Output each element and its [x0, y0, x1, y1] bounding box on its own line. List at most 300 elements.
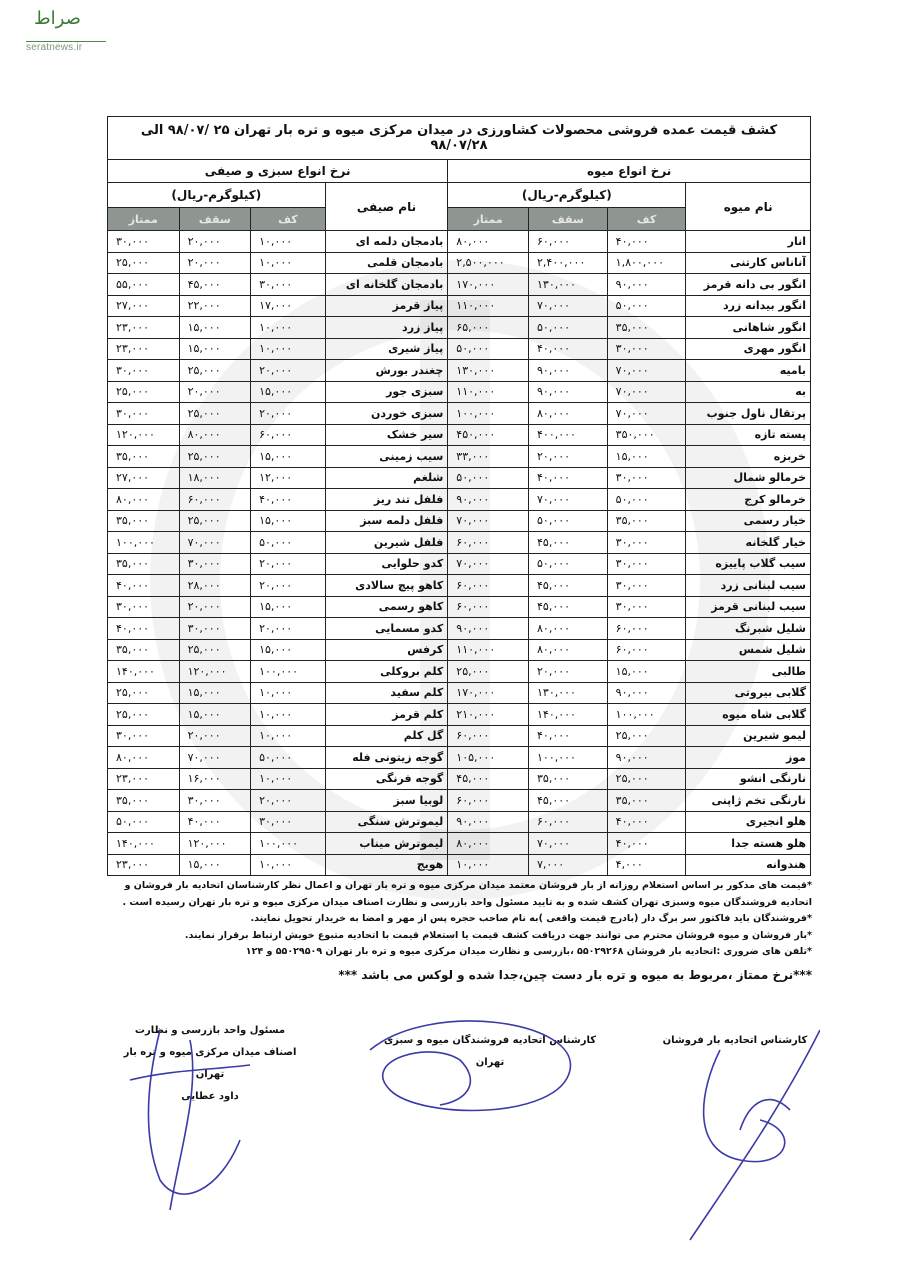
veg-min-price-cell: ۱۰,۰۰۰ — [251, 725, 326, 747]
logo-site-name: seratnews.ir — [26, 42, 83, 53]
table-row — [108, 768, 811, 790]
document-title: کشف قیمت عمده فروشی محصولات کشاورزی در میدان مرکزی میوه و تره بار تهران ۲۵ /۹۸/۰۷ الی ۹۸/۰۷/۲۸ — [108, 117, 811, 160]
fruit-name-cell: انگور بیدانه زرد — [686, 295, 811, 317]
veg-premium-price-cell: ۴۰,۰۰۰ — [108, 575, 180, 597]
table-row — [108, 596, 811, 618]
price-table-body — [108, 231, 811, 876]
fruit-premium-price-cell: ۱۱۰,۰۰۰ — [448, 295, 529, 317]
fruit-max-price-cell: ۵۰,۰۰۰ — [529, 553, 608, 575]
veg-min-price-cell: ۴۰,۰۰۰ — [251, 489, 326, 511]
fruit-name-column-header: نام میوه — [686, 183, 811, 231]
veg-premium-price-cell: ۲۳,۰۰۰ — [108, 338, 180, 360]
table-row — [108, 510, 811, 532]
fruit-max-price-cell: ۸۰,۰۰۰ — [529, 639, 608, 661]
veg-premium-price-cell: ۳۵,۰۰۰ — [108, 790, 180, 812]
fruit-premium-price-cell: ۲۱۰,۰۰۰ — [448, 704, 529, 726]
veg-max-price-cell: ۲۰,۰۰۰ — [179, 231, 251, 253]
veg-max-price-cell: ۲۰,۰۰۰ — [179, 252, 251, 274]
veg-min-price-cell: ۱۰,۰۰۰ — [251, 252, 326, 274]
signature-title: مسئول واحد بازرسی و نظارت — [134, 1025, 286, 1036]
price-table — [107, 116, 811, 876]
veg-max-price-cell: ۱۲۰,۰۰۰ — [179, 833, 251, 855]
veg-min-price-cell: ۲۰,۰۰۰ — [251, 575, 326, 597]
fruit-max-price-cell: ۲۰,۰۰۰ — [529, 446, 608, 468]
fruit-max-price-cell: ۲۰,۰۰۰ — [529, 661, 608, 683]
fruit-max-price-cell: ۶۰,۰۰۰ — [529, 811, 608, 833]
fruit-max-price-cell: ۱۴۰,۰۰۰ — [529, 704, 608, 726]
fruit-min-price-cell: ۱۵,۰۰۰ — [607, 661, 686, 683]
veg-min-price-cell: ۱۰,۰۰۰ — [251, 338, 326, 360]
veg-premium-price-cell: ۲۳,۰۰۰ — [108, 317, 180, 339]
veg-name-cell: لوبیا سبز — [325, 790, 448, 812]
veg-name-cell: کلم سفید — [325, 682, 448, 704]
fruit-min-price-cell: ۲۵,۰۰۰ — [607, 768, 686, 790]
fruit-name-cell: نارنگی انشو — [686, 768, 811, 790]
fruit-name-cell: خرمالو شمال — [686, 467, 811, 489]
veg-premium-price-cell: ۸۰,۰۰۰ — [108, 489, 180, 511]
fruit-min-price-cell: ۲۵,۰۰۰ — [607, 725, 686, 747]
footnote: *بار فروشان و میوه فروشان محترم می توانند جهت دریافت کشف قیمت یا استعلام قیمت با اتحادیه متبوع خویش ارتباط برقرار نمایند. — [184, 929, 812, 941]
fruit-name-cell: خرمالو کرج — [686, 489, 811, 511]
veg-max-price-cell: ۲۵,۰۰۰ — [179, 510, 251, 532]
footnotes — [100, 878, 812, 983]
fruit-name-cell: شلیل شبرنگ — [686, 618, 811, 640]
veg-min-price-cell: ۱۰,۰۰۰ — [251, 317, 326, 339]
veg-max-price-cell: ۷۰,۰۰۰ — [179, 747, 251, 769]
fruit-premium-price-cell: ۶۵,۰۰۰ — [448, 317, 529, 339]
veg-min-price-cell: ۱۰,۰۰۰ — [251, 704, 326, 726]
footnote: اتحادیه فروشندگان میوه وسبزی تهران کشف شده و به تایید مسئول واحد بازرسی و نظارت اصناف میدان مرکزی میوه و تره بار تهران رسیده است . — [122, 896, 812, 908]
veg-name-cell: چغندر بورش — [325, 360, 448, 382]
fruit-name-cell: هلو هسته جدا — [686, 833, 811, 855]
veg-max-price-cell: ۶۰,۰۰۰ — [179, 489, 251, 511]
fruit-max-price-cell: ۷۰,۰۰۰ — [529, 489, 608, 511]
signature-scribble-right — [690, 1030, 820, 1240]
fruit-min-price-cell: ۳۰,۰۰۰ — [607, 467, 686, 489]
fruit-max-price-cell: ۱۰۰,۰۰۰ — [529, 747, 608, 769]
fruit-premium-price-cell: ۹۰,۰۰۰ — [448, 811, 529, 833]
veg-premium-price-cell: ۳۰,۰۰۰ — [108, 725, 180, 747]
fruit-min-price-cell: ۴,۰۰۰ — [607, 854, 686, 876]
fruit-premium-price-cell: ۱۳۰,۰۰۰ — [448, 360, 529, 382]
veg-premium-price-cell: ۳۵,۰۰۰ — [108, 446, 180, 468]
fruit-min-price-cell: ۳۰,۰۰۰ — [607, 553, 686, 575]
veg-name-cell: گوجه زیتونی فله — [325, 747, 448, 769]
fruit-premium-price-cell: ۱۷۰,۰۰۰ — [448, 274, 529, 296]
veg-max-price-cell: ۲۰,۰۰۰ — [179, 725, 251, 747]
veg-min-price-cell: ۱۰۰,۰۰۰ — [251, 833, 326, 855]
fruit-max-price-cell: ۳۵,۰۰۰ — [529, 768, 608, 790]
veg-max-price-cell: ۲۸,۰۰۰ — [179, 575, 251, 597]
veg-name-cell: کرفس — [325, 639, 448, 661]
veg-max-price-cell: ۱۶,۰۰۰ — [179, 768, 251, 790]
fruit-name-cell: بامیه — [686, 360, 811, 382]
fruit-name-cell: سیب لبنانی زرد — [686, 575, 811, 597]
fruit-premium-price-cell: ۳۳,۰۰۰ — [448, 446, 529, 468]
fruit-min-price-cell: ۳۵۰,۰۰۰ — [607, 424, 686, 446]
table-row — [108, 295, 811, 317]
fruit-premium-price-cell: ۱۰۵,۰۰۰ — [448, 747, 529, 769]
table-row — [108, 790, 811, 812]
table-row — [108, 661, 811, 683]
fruit-max-price-cell: ۷۰,۰۰۰ — [529, 833, 608, 855]
veg-min-price-cell: ۱۵,۰۰۰ — [251, 446, 326, 468]
fruit-premium-price-cell: ۱۱۰,۰۰۰ — [448, 381, 529, 403]
fruit-max-price-cell: ۴۰,۰۰۰ — [529, 467, 608, 489]
veg-max-price-cell: ۳۰,۰۰۰ — [179, 618, 251, 640]
signature-block-fruit-sellers-union — [380, 1030, 600, 1074]
fruit-premium-price-cell: ۱۰۰,۰۰۰ — [448, 403, 529, 425]
veg-min-price-cell: ۲۰,۰۰۰ — [251, 618, 326, 640]
table-row — [108, 704, 811, 726]
table-row — [108, 489, 811, 511]
veg-name-cell: بادمجان گلخانه ای — [325, 274, 448, 296]
fruit-name-cell: گلابی شاه میوه — [686, 704, 811, 726]
fruit-name-cell: انگور بی دانه قرمز — [686, 274, 811, 296]
veg-max-price-cell: ۲۵,۰۰۰ — [179, 403, 251, 425]
footnote: *فروشندگان باید فاکتور سر برگ دار (بادرج قیمت واقعی )به نام صاحب حجره پس از مهر و امضا به خریدار تحویل نمایند. — [250, 913, 812, 924]
signature-name: داود عطایی — [181, 1091, 239, 1102]
fruit-max-price-cell: ۷,۰۰۰ — [529, 854, 608, 876]
veg-premium-price-cell: ۸۰,۰۰۰ — [108, 747, 180, 769]
fruit-premium-price-cell: ۷۰,۰۰۰ — [448, 553, 529, 575]
veg-premium-price-cell: ۳۰,۰۰۰ — [108, 403, 180, 425]
veg-min-price-cell: ۱۵,۰۰۰ — [251, 596, 326, 618]
fruit-min-header: کف — [607, 208, 686, 231]
veg-name-cell: کدو مسمایی — [325, 618, 448, 640]
veg-name-cell: سیر خشک — [325, 424, 448, 446]
veg-premium-price-cell: ۴۰,۰۰۰ — [108, 618, 180, 640]
fruit-premium-price-cell: ۱۱۰,۰۰۰ — [448, 639, 529, 661]
fruit-premium-price-cell: ۹۰,۰۰۰ — [448, 489, 529, 511]
table-row — [108, 553, 811, 575]
veg-name-cell: فلفل تند ریز — [325, 489, 448, 511]
veg-min-price-cell: ۱۲,۰۰۰ — [251, 467, 326, 489]
fruit-min-price-cell: ۴۰,۰۰۰ — [607, 811, 686, 833]
fruit-max-price-cell: ۴۰,۰۰۰ — [529, 338, 608, 360]
fruit-max-header: سقف — [529, 208, 608, 231]
veg-name-cell: لیموترش میناب — [325, 833, 448, 855]
veg-min-price-cell: ۱۰۰,۰۰۰ — [251, 661, 326, 683]
veg-max-price-cell: ۸۰,۰۰۰ — [179, 424, 251, 446]
fruit-min-price-cell: ۳۵,۰۰۰ — [607, 510, 686, 532]
fruit-min-price-cell: ۱۵,۰۰۰ — [607, 446, 686, 468]
table-row — [108, 854, 811, 876]
fruit-name-cell: به — [686, 381, 811, 403]
fruit-premium-price-cell: ۴۵,۰۰۰ — [448, 768, 529, 790]
fruit-min-price-cell: ۳۰,۰۰۰ — [607, 575, 686, 597]
veg-min-price-cell: ۳۰,۰۰۰ — [251, 274, 326, 296]
veg-max-price-cell: ۲۵,۰۰۰ — [179, 360, 251, 382]
veg-premium-price-cell: ۱۰۰,۰۰۰ — [108, 532, 180, 554]
veg-min-price-cell: ۲۰,۰۰۰ — [251, 403, 326, 425]
veg-name-cell: پیاز قرمز — [325, 295, 448, 317]
fruit-max-price-cell: ۹۰,۰۰۰ — [529, 360, 608, 382]
fruit-max-price-cell: ۴۰,۰۰۰ — [529, 725, 608, 747]
veg-premium-price-cell: ۲۵,۰۰۰ — [108, 252, 180, 274]
veg-premium-price-cell: ۳۰,۰۰۰ — [108, 596, 180, 618]
fruit-min-price-cell: ۵۰,۰۰۰ — [607, 295, 686, 317]
veg-name-cell: پیاز شیری — [325, 338, 448, 360]
fruit-max-price-cell: ۶۰,۰۰۰ — [529, 231, 608, 253]
veg-max-price-cell: ۳۰,۰۰۰ — [179, 790, 251, 812]
veg-name-cell: فلفل شیرین — [325, 532, 448, 554]
table-row — [108, 811, 811, 833]
fruit-min-price-cell: ۷۰,۰۰۰ — [607, 360, 686, 382]
veg-section-header: نرخ انواع سبزی و صیفی — [108, 160, 448, 183]
fruit-name-cell: موز — [686, 747, 811, 769]
veg-name-cell: بادمجان دلمه ای — [325, 231, 448, 253]
table-row — [108, 381, 811, 403]
veg-name-cell: سبزی خوردن — [325, 403, 448, 425]
veg-name-cell: کاهو پیچ سالادی — [325, 575, 448, 597]
table-row — [108, 639, 811, 661]
fruit-premium-price-cell: ۸۰,۰۰۰ — [448, 833, 529, 855]
veg-min-price-cell: ۱۰,۰۰۰ — [251, 854, 326, 876]
veg-name-cell: هویج — [325, 854, 448, 876]
table-row — [108, 747, 811, 769]
table-row — [108, 360, 811, 382]
fruit-premium-price-cell: ۱۷۰,۰۰۰ — [448, 682, 529, 704]
table-row — [108, 338, 811, 360]
veg-max-price-cell: ۱۵,۰۰۰ — [179, 338, 251, 360]
signature-title: کارشناس اتحادیه بار فروشان — [662, 1035, 808, 1046]
fruit-max-price-cell: ۹۰,۰۰۰ — [529, 381, 608, 403]
veg-premium-price-cell: ۳۰,۰۰۰ — [108, 231, 180, 253]
veg-name-cell: فلفل دلمه سبز — [325, 510, 448, 532]
table-row — [108, 424, 811, 446]
site-logo — [12, 8, 107, 52]
veg-unit-label: (کیلوگرم-ریال) — [108, 183, 326, 208]
veg-premium-price-cell: ۳۵,۰۰۰ — [108, 510, 180, 532]
fruit-min-price-cell: ۶۰,۰۰۰ — [607, 639, 686, 661]
veg-min-price-cell: ۲۰,۰۰۰ — [251, 790, 326, 812]
table-row — [108, 446, 811, 468]
veg-max-price-cell: ۲۲,۰۰۰ — [179, 295, 251, 317]
fruit-premium-price-cell: ۶۰,۰۰۰ — [448, 575, 529, 597]
table-row — [108, 682, 811, 704]
veg-max-price-cell: ۳۰,۰۰۰ — [179, 553, 251, 575]
fruit-name-cell: لیمو شیرین — [686, 725, 811, 747]
fruit-min-price-cell: ۳۵,۰۰۰ — [607, 790, 686, 812]
table-row — [108, 317, 811, 339]
fruit-max-price-cell: ۱۳۰,۰۰۰ — [529, 274, 608, 296]
fruit-premium-price-cell: ۲,۵۰۰,۰۰۰ — [448, 252, 529, 274]
veg-max-price-cell: ۲۵,۰۰۰ — [179, 639, 251, 661]
fruit-max-price-cell: ۷۰,۰۰۰ — [529, 295, 608, 317]
veg-name-cell: شلغم — [325, 467, 448, 489]
fruit-section-header: نرخ انواع میوه — [448, 160, 811, 183]
fruit-max-price-cell: ۴۵,۰۰۰ — [529, 790, 608, 812]
veg-max-price-cell: ۱۵,۰۰۰ — [179, 682, 251, 704]
veg-min-price-cell: ۱۵,۰۰۰ — [251, 381, 326, 403]
fruit-premium-price-cell: ۶۰,۰۰۰ — [448, 790, 529, 812]
fruit-name-cell: پرتقال ناول جنوب — [686, 403, 811, 425]
fruit-min-price-cell: ۷۰,۰۰۰ — [607, 403, 686, 425]
veg-max-price-cell: ۱۵,۰۰۰ — [179, 854, 251, 876]
veg-max-price-cell: ۱۵,۰۰۰ — [179, 704, 251, 726]
table-row — [108, 467, 811, 489]
veg-min-price-cell: ۵۰,۰۰۰ — [251, 532, 326, 554]
veg-min-price-cell: ۱۷,۰۰۰ — [251, 295, 326, 317]
fruit-premium-header: ممتاز — [448, 208, 529, 231]
fruit-min-price-cell: ۵۰,۰۰۰ — [607, 489, 686, 511]
veg-premium-price-cell: ۵۵,۰۰۰ — [108, 274, 180, 296]
fruit-min-price-cell: ۹۰,۰۰۰ — [607, 274, 686, 296]
veg-premium-price-cell: ۳۵,۰۰۰ — [108, 553, 180, 575]
veg-max-price-cell: ۱۸,۰۰۰ — [179, 467, 251, 489]
fruit-min-price-cell: ۱,۸۰۰,۰۰۰ — [607, 252, 686, 274]
fruit-premium-price-cell: ۴۵۰,۰۰۰ — [448, 424, 529, 446]
table-row — [108, 575, 811, 597]
fruit-name-cell: سیب لبنانی قرمز — [686, 596, 811, 618]
veg-min-price-cell: ۱۰,۰۰۰ — [251, 682, 326, 704]
fruit-max-price-cell: ۵۰,۰۰۰ — [529, 510, 608, 532]
signature-block-wholesalers-union — [660, 1030, 810, 1052]
fruit-premium-price-cell: ۵۰,۰۰۰ — [448, 338, 529, 360]
fruit-max-price-cell: ۸۰,۰۰۰ — [529, 403, 608, 425]
veg-max-price-cell: ۲۵,۰۰۰ — [179, 446, 251, 468]
veg-max-price-cell: ۴۵,۰۰۰ — [179, 274, 251, 296]
fruit-unit-label: (کیلوگرم-ریال) — [448, 183, 686, 208]
veg-min-price-cell: ۲۰,۰۰۰ — [251, 553, 326, 575]
premium-rate-note: ***نرخ ممتاز ،مربوط به میوه و تره بار دست چین،جدا شده و لوکس می باشد *** — [338, 967, 812, 982]
veg-name-cell: کاهو رسمی — [325, 596, 448, 618]
fruit-max-price-cell: ۴۵,۰۰۰ — [529, 532, 608, 554]
table-row — [108, 833, 811, 855]
veg-premium-price-cell: ۲۳,۰۰۰ — [108, 854, 180, 876]
signature-block-inspection — [120, 1020, 300, 1108]
veg-max-price-cell: ۷۰,۰۰۰ — [179, 532, 251, 554]
fruit-min-price-cell: ۴۰,۰۰۰ — [607, 231, 686, 253]
veg-min-price-cell: ۵۰,۰۰۰ — [251, 747, 326, 769]
veg-premium-price-cell: ۱۴۰,۰۰۰ — [108, 661, 180, 683]
fruit-name-cell: طالبی — [686, 661, 811, 683]
fruit-max-price-cell: ۴۰۰,۰۰۰ — [529, 424, 608, 446]
veg-name-cell: سیب زمینی — [325, 446, 448, 468]
fruit-name-cell: سیب گلاب پاییزه — [686, 553, 811, 575]
fruit-name-cell: انگور مهری — [686, 338, 811, 360]
fruit-name-cell: هلو انجیری — [686, 811, 811, 833]
veg-premium-price-cell: ۲۷,۰۰۰ — [108, 467, 180, 489]
signature-title: کارشناس اتحادیه فروشندگان میوه و سبزی تهران — [383, 1035, 597, 1068]
fruit-premium-price-cell: ۶۰,۰۰۰ — [448, 532, 529, 554]
veg-name-cell: گوجه فرنگی — [325, 768, 448, 790]
veg-name-cell: بادمجان قلمی — [325, 252, 448, 274]
fruit-premium-price-cell: ۶۰,۰۰۰ — [448, 596, 529, 618]
veg-min-price-cell: ۳۰,۰۰۰ — [251, 811, 326, 833]
fruit-min-price-cell: ۹۰,۰۰۰ — [607, 747, 686, 769]
fruit-min-price-cell: ۴۰,۰۰۰ — [607, 833, 686, 855]
fruit-name-cell: انار — [686, 231, 811, 253]
veg-min-price-cell: ۱۰,۰۰۰ — [251, 768, 326, 790]
fruit-min-price-cell: ۹۰,۰۰۰ — [607, 682, 686, 704]
fruit-max-price-cell: ۴۵,۰۰۰ — [529, 596, 608, 618]
fruit-name-cell: گلابی بیروتی — [686, 682, 811, 704]
veg-min-price-cell: ۱۵,۰۰۰ — [251, 510, 326, 532]
veg-premium-header: ممتاز — [108, 208, 180, 231]
fruit-premium-price-cell: ۸۰,۰۰۰ — [448, 231, 529, 253]
fruit-max-price-cell: ۲,۴۰۰,۰۰۰ — [529, 252, 608, 274]
fruit-max-price-cell: ۸۰,۰۰۰ — [529, 618, 608, 640]
fruit-premium-price-cell: ۲۵,۰۰۰ — [448, 661, 529, 683]
fruit-premium-price-cell: ۹۰,۰۰۰ — [448, 618, 529, 640]
fruit-name-cell: خیار رسمی — [686, 510, 811, 532]
veg-max-price-cell: ۴۰,۰۰۰ — [179, 811, 251, 833]
fruit-premium-price-cell: ۵۰,۰۰۰ — [448, 467, 529, 489]
veg-max-price-cell: ۲۰,۰۰۰ — [179, 596, 251, 618]
fruit-max-price-cell: ۵۰,۰۰۰ — [529, 317, 608, 339]
veg-name-cell: گل کلم — [325, 725, 448, 747]
veg-premium-price-cell: ۲۵,۰۰۰ — [108, 682, 180, 704]
veg-max-price-cell: ۲۰,۰۰۰ — [179, 381, 251, 403]
veg-name-cell: کلم بروکلی — [325, 661, 448, 683]
veg-min-price-cell: ۲۰,۰۰۰ — [251, 360, 326, 382]
veg-name-cell: سبزی جور — [325, 381, 448, 403]
fruit-name-cell: انگور شاهانی — [686, 317, 811, 339]
table-row — [108, 725, 811, 747]
table-row — [108, 252, 811, 274]
veg-premium-price-cell: ۲۵,۰۰۰ — [108, 704, 180, 726]
table-row — [108, 274, 811, 296]
fruit-min-price-cell: ۳۵,۰۰۰ — [607, 317, 686, 339]
fruit-min-price-cell: ۳۰,۰۰۰ — [607, 596, 686, 618]
veg-min-price-cell: ۶۰,۰۰۰ — [251, 424, 326, 446]
logo-mark: صراط — [34, 8, 81, 29]
fruit-name-cell: شلیل شمس — [686, 639, 811, 661]
fruit-max-price-cell: ۱۳۰,۰۰۰ — [529, 682, 608, 704]
fruit-name-cell: آناناس کارتنی — [686, 252, 811, 274]
fruit-name-cell: خیار گلخانه — [686, 532, 811, 554]
veg-name-cell: لیموترش سنگی — [325, 811, 448, 833]
fruit-min-price-cell: ۶۰,۰۰۰ — [607, 618, 686, 640]
veg-premium-price-cell: ۳۵,۰۰۰ — [108, 639, 180, 661]
fruit-max-price-cell: ۴۵,۰۰۰ — [529, 575, 608, 597]
fruit-min-price-cell: ۳۰,۰۰۰ — [607, 338, 686, 360]
table-row — [108, 403, 811, 425]
fruit-min-price-cell: ۳۰,۰۰۰ — [607, 532, 686, 554]
veg-name-cell: کلم قرمز — [325, 704, 448, 726]
footnote: *قیمت های مذکور بر اساس استعلام روزانه از بار فروشان معتمد میدان مرکزی میوه و تره بار تهران و اعمال نظر کارشناسان اتحادیه بار فروشان و — [124, 880, 812, 891]
veg-min-price-cell: ۱۰,۰۰۰ — [251, 231, 326, 253]
veg-min-price-cell: ۱۵,۰۰۰ — [251, 639, 326, 661]
fruit-name-cell: خربزه — [686, 446, 811, 468]
veg-name-column-header: نام صیفی — [325, 183, 448, 231]
table-row — [108, 231, 811, 253]
table-row — [108, 532, 811, 554]
veg-premium-price-cell: ۱۲۰,۰۰۰ — [108, 424, 180, 446]
veg-name-cell: پیاز زرد — [325, 317, 448, 339]
veg-min-header: کف — [251, 208, 326, 231]
fruit-name-cell: پسته تازه — [686, 424, 811, 446]
fruit-name-cell: نارنگی تخم ژاپنی — [686, 790, 811, 812]
veg-premium-price-cell: ۳۰,۰۰۰ — [108, 360, 180, 382]
fruit-premium-price-cell: ۱۰,۰۰۰ — [448, 854, 529, 876]
fruit-premium-price-cell: ۷۰,۰۰۰ — [448, 510, 529, 532]
footnote-phones: *تلفن های ضروری :اتحادیه بار فروشان ۵۵۰۲۹۲۶۸ ،بازرسی و نظارت میدان مرکزی میوه و تره بار تهران ۵۵۰۲۹۵۰۹ و ۱۲۴ — [245, 946, 812, 957]
signature-org: اصناف میدان مرکزی میوه و تره بار تهران — [123, 1047, 297, 1080]
veg-premium-price-cell: ۵۰,۰۰۰ — [108, 811, 180, 833]
veg-premium-price-cell: ۲۳,۰۰۰ — [108, 768, 180, 790]
veg-max-price-cell: ۱۵,۰۰۰ — [179, 317, 251, 339]
table-row — [108, 618, 811, 640]
fruit-min-price-cell: ۷۰,۰۰۰ — [607, 381, 686, 403]
veg-premium-price-cell: ۲۷,۰۰۰ — [108, 295, 180, 317]
veg-premium-price-cell: ۱۴۰,۰۰۰ — [108, 833, 180, 855]
fruit-min-price-cell: ۱۰۰,۰۰۰ — [607, 704, 686, 726]
veg-premium-price-cell: ۲۵,۰۰۰ — [108, 381, 180, 403]
fruit-premium-price-cell: ۶۰,۰۰۰ — [448, 725, 529, 747]
